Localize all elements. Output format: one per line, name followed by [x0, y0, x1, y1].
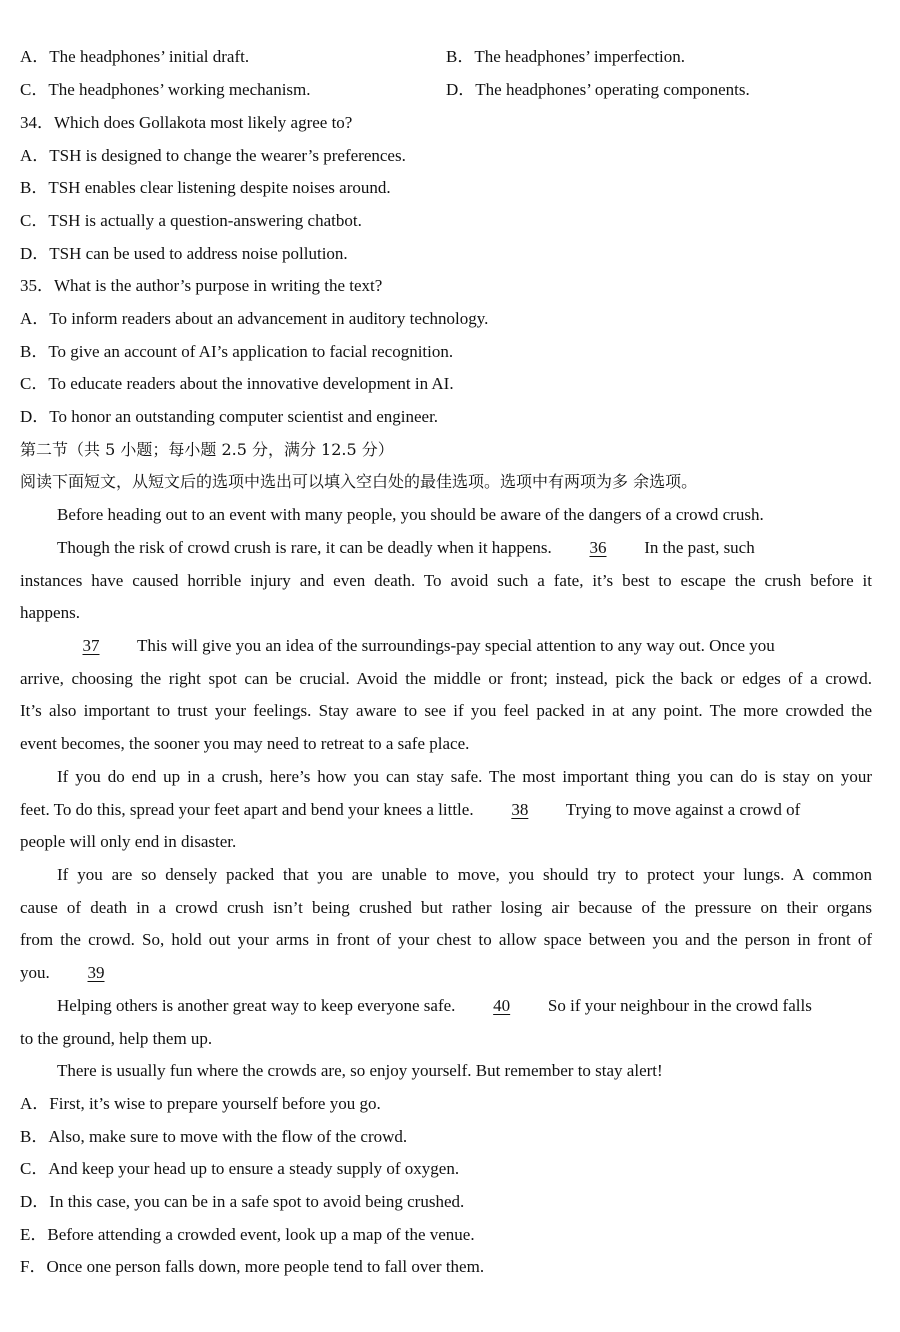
passage-paragraph-2-line-3: happens.	[20, 603, 80, 622]
passage-paragraph-5-line-3: from the crowd. So, hold out your arms in front of your chest to allow space between you and the person in front of	[20, 930, 872, 949]
passage-paragraph-4-line-3: people will only end in disaster.	[20, 832, 237, 851]
passage-text: Trying to move against a crowd of	[565, 800, 801, 819]
passage-paragraph-4-line-2	[20, 793, 872, 826]
passage-text: feet. To do this, spread your feet apart and bend your knees a little.	[20, 800, 474, 819]
q33-options-row-2	[20, 73, 872, 106]
section2-instruction: 阅读下面短文，从短文后的选项中选出可以填入空白处的最佳选项。选项中有两项为多 余选项。	[20, 472, 698, 491]
passage-paragraph-3-line-1	[20, 629, 872, 662]
q34-stem: 34．Which does Gollakota most likely agree to?	[20, 113, 353, 132]
passage-text: you.	[20, 963, 50, 982]
passage-paragraph-3-line-4: event becomes, the sooner you may need to retreat to a safe place.	[20, 734, 470, 753]
choice-d: D．In this case, you can be in a safe spot to avoid being crushed.	[20, 1192, 465, 1211]
passage-paragraph-6-line-2: to the ground, help them up.	[20, 1029, 213, 1048]
choice-e: E．Before attending a crowded event, look up a map of the venue.	[20, 1225, 475, 1244]
passage-paragraph-1: Before heading out to an event with many people, you should be aware of the dangers of a crowd crush.	[57, 505, 764, 524]
q34-option-b: B．TSH enables clear listening despite noises around.	[20, 178, 391, 197]
q35-option-a: A．To inform readers about an advancement in auditory technology.	[20, 309, 489, 328]
passage-paragraph-2-line-1	[20, 531, 872, 564]
q35-stem: 35．What is the author’s purpose in writing the text?	[20, 276, 383, 295]
q35-option-b: B．To give an account of AI’s application to facial recognition.	[20, 342, 454, 361]
q35-option-c: C．To educate readers about the innovative development in AI.	[20, 374, 454, 393]
passage-paragraph-5-line-1: If you are so densely packed that you are unable to move, you should try to protect your lungs. A common	[57, 865, 872, 884]
passage-text: This will give you an idea of the surroundings-pay special attention to any way out. Once you	[136, 636, 775, 655]
passage-paragraph-6-line-1	[20, 989, 872, 1022]
passage-text: So if your neighbour in the crowd falls	[547, 996, 812, 1015]
passage-text: Helping others is another great way to keep everyone safe.	[57, 996, 456, 1015]
q33-option-d: D．The headphones’ operating components.	[446, 80, 750, 99]
passage-paragraph-3-line-3: It’s also important to trust your feelings. Stay aware to see if you feel packed in at any point. The more crowded the	[20, 701, 872, 720]
blank-38: 38	[511, 800, 529, 819]
q34-option-d: D．TSH can be used to address noise pollution.	[20, 244, 348, 263]
q33-options-row-1	[20, 40, 872, 73]
q34-option-c: C．TSH is actually a question-answering chatbot.	[20, 211, 362, 230]
choice-f: F．Once one person falls down, more people tend to fall over them.	[20, 1257, 485, 1276]
passage-text: Though the risk of crowd crush is rare, it can be deadly when it happens.	[57, 538, 552, 557]
section2-header: 第二节（共 5 小题；每小题 2.5 分，满分 12.5 分）	[20, 440, 394, 459]
passage-paragraph-4-line-1: If you do end up in a crush, here’s how you can stay safe. The most important thing you can do is stay on your	[57, 767, 872, 786]
passage-text: In the past, such	[644, 538, 755, 557]
blank-37: 37	[82, 636, 100, 655]
q34-option-a: A．TSH is designed to change the wearer’s preferences.	[20, 146, 406, 165]
blank-36: 36	[589, 538, 607, 557]
passage-paragraph-2-line-2: instances have caused horrible injury and even death. To avoid such a fate, it’s best to escape the crush before it	[20, 571, 872, 590]
q35-option-d: D．To honor an outstanding computer scientist and engineer.	[20, 407, 439, 426]
blank-40: 40	[493, 996, 511, 1015]
passage-paragraph-5-line-2: cause of death in a crowd crush isn’t being crushed but rather losing air because of the pressure on their organs	[20, 898, 872, 917]
blank-39: 39	[87, 963, 105, 982]
q33-option-b: B．The headphones’ imperfection.	[446, 47, 686, 66]
passage-paragraph-3-line-2: arrive, choosing the right spot can be crucial. Avoid the middle or front; instead, pick the back or edges of a crowd.	[20, 669, 872, 688]
q33-option-a: A．The headphones’ initial draft.	[20, 47, 250, 66]
passage-paragraph-7: There is usually fun where the crowds are, so enjoy yourself. But remember to stay alert!	[57, 1061, 663, 1080]
choice-a: A．First, it’s wise to prepare yourself before you go.	[20, 1094, 381, 1113]
choice-c: C．And keep your head up to ensure a steady supply of oxygen.	[20, 1159, 460, 1178]
choice-b: B．Also, make sure to move with the flow of the crowd.	[20, 1127, 408, 1146]
q33-option-c: C．The headphones’ working mechanism.	[20, 80, 311, 99]
passage-paragraph-5-line-4	[20, 956, 872, 989]
